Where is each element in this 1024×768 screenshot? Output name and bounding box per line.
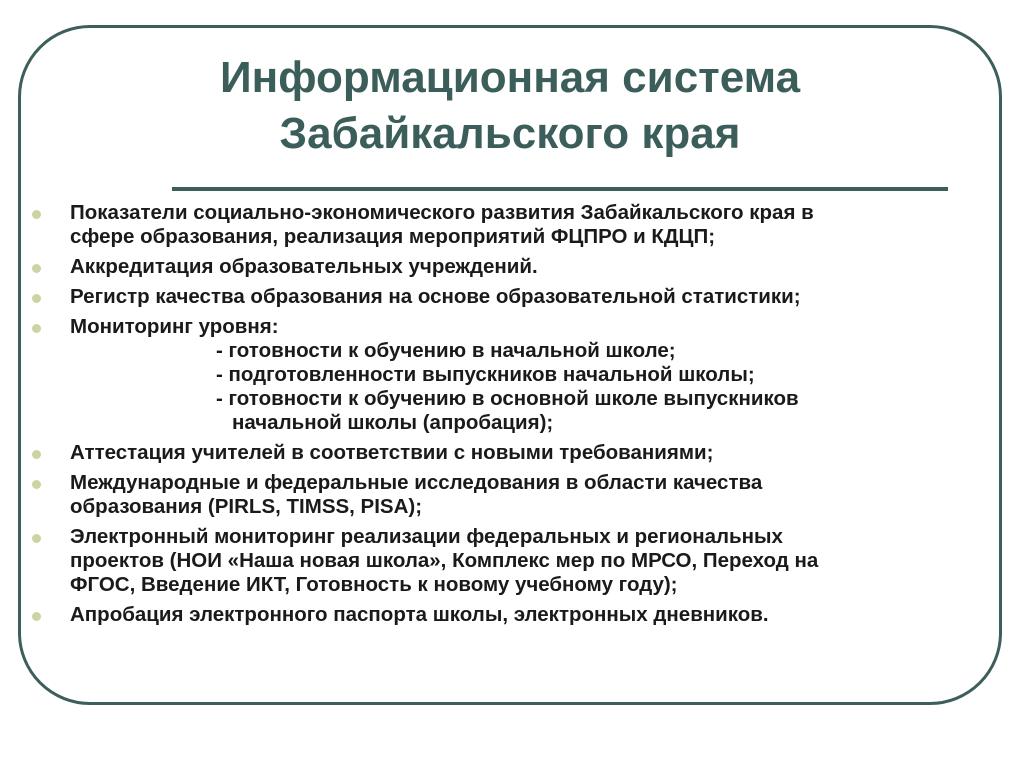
sub-item-text: начальной школы (апробация); [232, 411, 554, 434]
bullet-item-international [30, 471, 1020, 519]
bullet-item-indicators [30, 201, 1020, 249]
slide-title [60, 50, 960, 162]
bullet-text: Аккредитация образовательных учреждений. [70, 255, 538, 278]
bullet-dot-icon [32, 450, 41, 459]
sub-item-text: - готовности к обучению в основной школе выпускников [216, 387, 799, 410]
title-line-2: Забайкальского края [279, 109, 741, 158]
bullet-text: Аттестация учителей в соответствии с новыми требованиями; [70, 441, 714, 464]
bullet-text: образования (PIRLS, TIMSS, PISA); [70, 495, 423, 518]
bullet-dot-icon [32, 612, 41, 621]
bullet-text: проектов (НОИ «Наша новая школа», Комплекс мер по МРСО, Переход на [70, 549, 819, 572]
bullet-text: сфере образования, реализация мероприятий ФЦПРО и КДЦП; [70, 225, 716, 248]
bullet-item-register [30, 285, 1020, 309]
bullet-text: Показатели социально-экономического развития Забайкальского края в [70, 201, 814, 224]
sub-item-text: - подготовленности выпускников начальной школы; [216, 363, 755, 386]
bullet-text: Регистр качества образования на основе образовательной статистики; [70, 285, 801, 308]
bullet-dot-icon [32, 534, 41, 543]
bullet-text: Международные и федеральные исследования в области качества [70, 471, 763, 494]
title-line-1: Информационная система [219, 53, 801, 102]
bullet-text: Мониторинг уровня: [70, 315, 279, 338]
bullet-text: ФГОС, Введение ИКТ, Готовность к новому учебному году); [70, 573, 678, 596]
bullet-item-monitoring [30, 315, 1020, 435]
bullet-item-electronic-monitoring [30, 525, 1020, 597]
bullet-text: Электронный мониторинг реализации федеральных и региональных [70, 525, 783, 548]
bullet-dot-icon [32, 264, 41, 273]
bullet-list [30, 201, 1020, 633]
bullet-item-attestation [30, 441, 1020, 465]
bullet-item-accreditation [30, 255, 1020, 279]
bullet-dot-icon [32, 324, 41, 333]
bullet-dot-icon [32, 210, 41, 219]
bullet-text: Апробация электронного паспорта школы, электронных дневников. [70, 603, 769, 626]
bullet-dot-icon [32, 294, 41, 303]
bullet-dot-icon [32, 480, 41, 489]
title-underline [172, 187, 948, 191]
bullet-item-passport [30, 603, 1020, 627]
sub-item-text: - готовности к обучению в начальной школе; [216, 339, 676, 362]
